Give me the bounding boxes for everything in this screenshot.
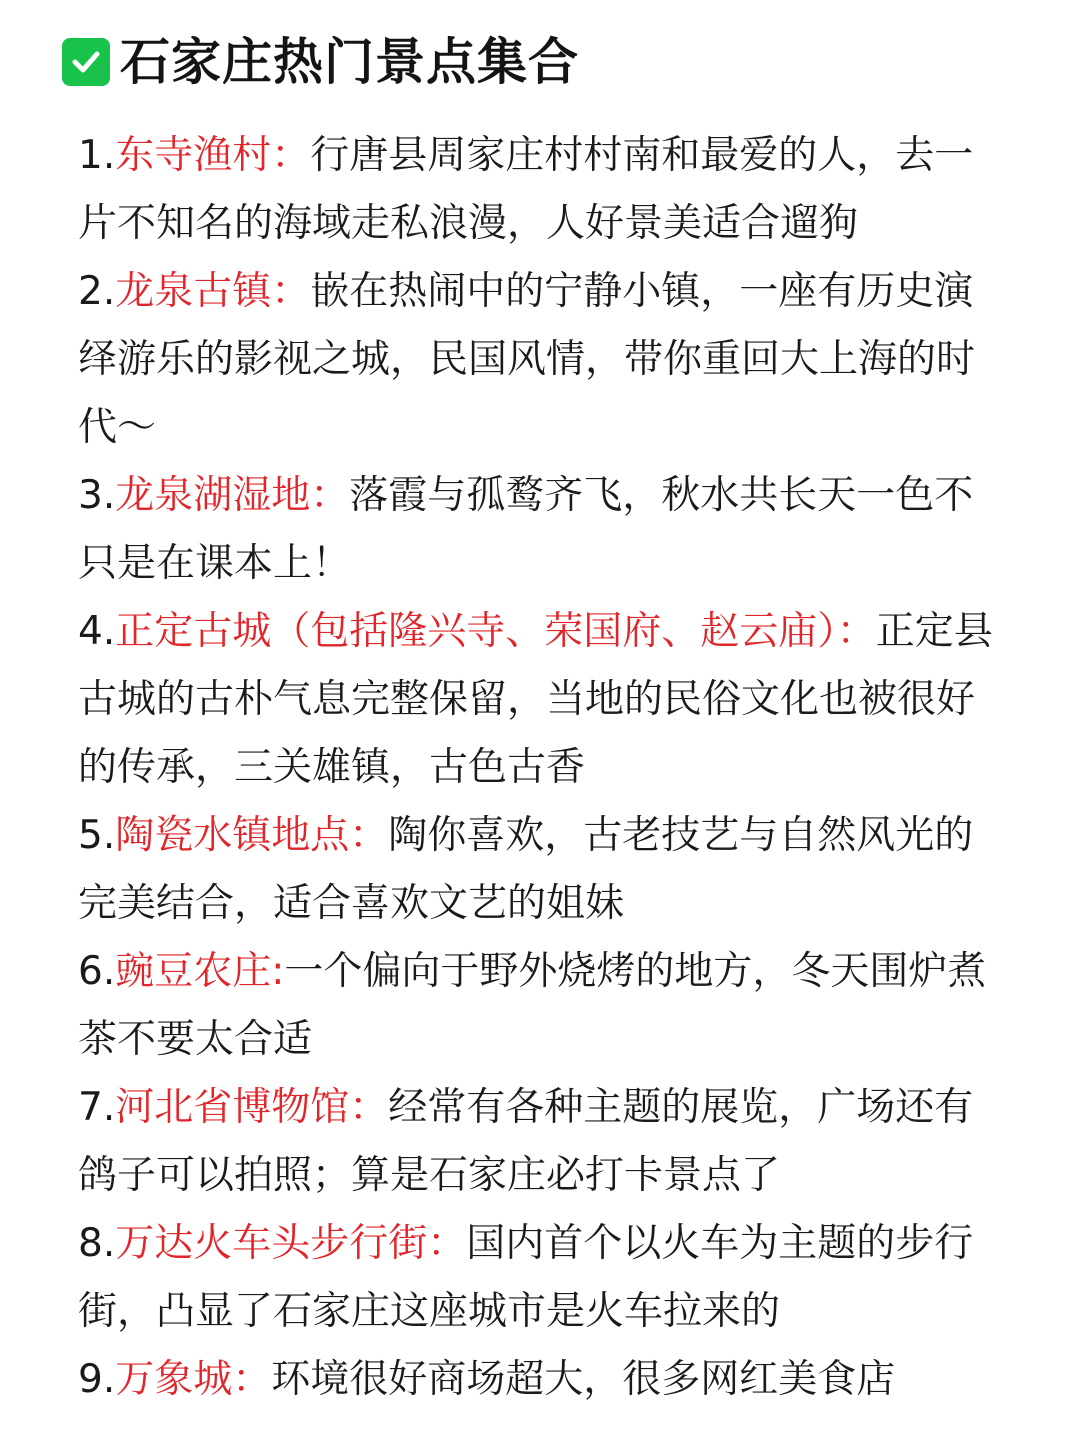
item-number: 6.	[78, 949, 116, 994]
attraction-list	[78, 122, 1006, 1414]
attraction-description: 落霞与孤鹜齐飞，秋水共长天一色不只是在课本上！	[78, 473, 974, 586]
attraction-description: 环境很好商场超大，很多网红美食店	[271, 1357, 896, 1402]
attraction-description: 国内首个以火车为主题的步行街，凸显了石家庄这座城市是火车拉来的	[78, 1221, 974, 1334]
attraction-description: 经常有各种主题的展览，广场还有鸽子可以拍照；算是石家庄必打卡景点了	[78, 1085, 974, 1198]
attraction-name: 龙泉湖湿地：	[115, 473, 350, 518]
attraction-description: 嵌在热闹中的宁静小镇，一座有历史演绎游乐的影视之城，民国风情，带你重回大上海的时代～	[78, 269, 976, 450]
attraction-name: 正定古城（包括隆兴寺、荣国府、赵云庙）：	[115, 609, 876, 654]
item-number: 3.	[78, 473, 116, 518]
item-number: 7.	[78, 1085, 116, 1130]
list-item	[78, 938, 1006, 1074]
attraction-name: 河北省博物馆：	[115, 1085, 389, 1130]
attraction-name: 东寺渔村：	[115, 133, 311, 178]
attraction-name: 龙泉古镇：	[115, 269, 311, 314]
list-item	[78, 1210, 1006, 1346]
attraction-description: 正定县古城的古朴气息完整保留，当地的民俗文化也被很好的传承，三关雄镇，古色古香	[78, 609, 993, 790]
attraction-name: 万达火车头步行街：	[115, 1221, 467, 1266]
page-header	[62, 30, 579, 94]
attraction-description: 一个偏向于野外烧烤的地方，冬天围炉煮茶不要太合适	[78, 949, 987, 1062]
item-number: 1.	[78, 133, 116, 178]
list-item	[78, 258, 1006, 462]
list-item	[78, 462, 1006, 598]
item-number: 5.	[78, 813, 116, 858]
attraction-name: 陶瓷水镇地点：	[115, 813, 389, 858]
list-item	[78, 122, 1006, 258]
list-item	[78, 1346, 1006, 1414]
list-item	[78, 802, 1006, 938]
item-number: 4.	[78, 609, 116, 654]
attraction-name: 万象城：	[115, 1357, 272, 1402]
attraction-description: 行唐县周家庄村村南和最爱的人，去一片不知名的海域走私浪漫，人好景美适合遛狗	[78, 133, 974, 246]
item-number: 8.	[78, 1221, 116, 1266]
list-item	[78, 598, 1006, 802]
attraction-description: 陶你喜欢，古老技艺与自然风光的完美结合，适合喜欢文艺的姐妹	[78, 813, 974, 926]
item-number: 2.	[78, 269, 116, 314]
attraction-name: 豌豆农庄:	[115, 949, 285, 994]
list-item	[78, 1074, 1006, 1210]
page-title: 石家庄热门景点集合	[120, 33, 579, 91]
item-number: 9.	[78, 1357, 116, 1402]
green-checkbox-icon	[62, 38, 110, 86]
